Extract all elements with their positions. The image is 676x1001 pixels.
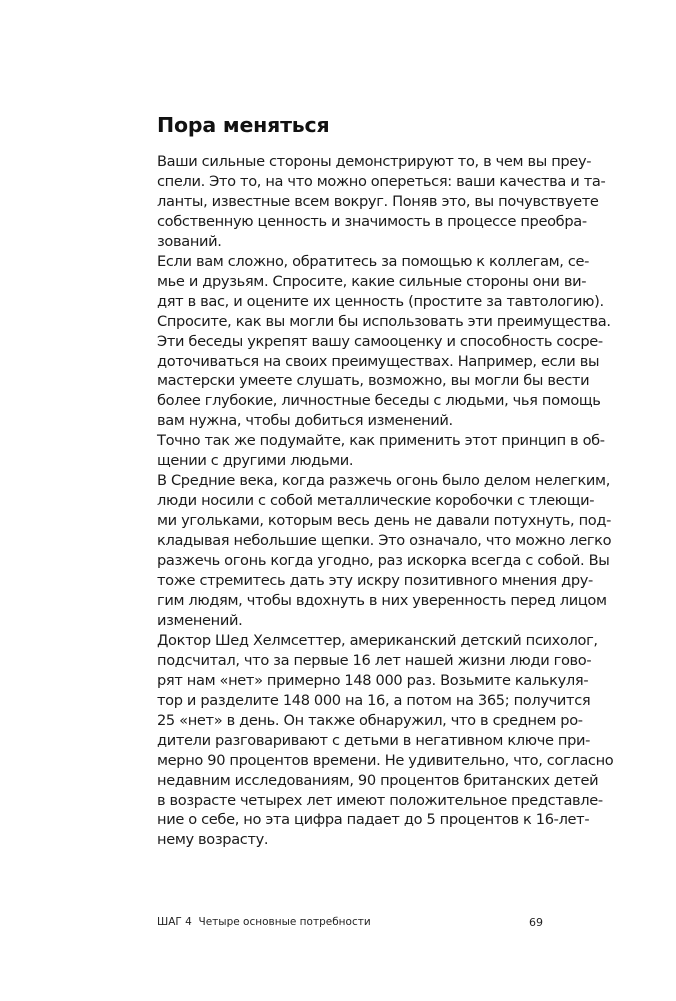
text-line: 25 «нет» в день. Он также обнаружил, что в среднем ро- — [157, 711, 583, 729]
text-line: гим людям, чтобы вдохнуть в них уверенность перед лицом — [157, 591, 607, 609]
text-line: недавним исследованиям, 90 процентов британских детей — [157, 771, 599, 789]
text-line: Эти беседы укрепят вашу самооценку и способность сосре- — [157, 332, 603, 350]
text-line: доточиваться на своих преимуществах. Например, если вы — [157, 352, 600, 370]
text-line: люди носили с собой металлические коробочки с тлеющи- — [157, 492, 595, 510]
text-line: кладывая небольшие щепки. Это означало, что можно легко — [157, 532, 612, 550]
text-line: В Средние века, когда разжечь огонь было делом нелегким, — [157, 472, 611, 490]
text-line: дят в вас, и оцените их ценность (простите за тавтологию). — [157, 292, 604, 310]
text-line: Ваши сильные стороны демонстрируют то, в чем вы преу- — [157, 153, 592, 170]
page-number: 69 — [529, 916, 543, 929]
text-line: рят нам «нет» примерно 148 000 раз. Возьмите калькуля- — [157, 671, 589, 689]
text-line: ланты, известные всем вокруг. Поняв это, вы почувствуете — [157, 192, 599, 210]
text-line: изменений. — [157, 611, 243, 629]
text-line: зований. — [157, 232, 222, 250]
text-line: щении с другими людьми. — [157, 452, 354, 470]
text-line: тоже стремитесь дать эту искру позитивного мнения дру- — [157, 572, 593, 590]
text-line: Если вам сложно, обратитесь за помощью к коллегам, се- — [157, 252, 590, 270]
text-line: Спросите, как вы могли бы использовать эти преимущества. — [157, 312, 611, 330]
section-heading: Пора меняться — [157, 113, 330, 137]
paragraph — [157, 471, 612, 631]
text-line: вам нужна, чтобы добиться изменений. — [157, 412, 453, 430]
text-line: мастерски умеете слушать, возможно, вы могли бы вести — [157, 372, 590, 390]
text-line: нему возрасту. — [157, 831, 269, 849]
text-line: Доктор Шед Хелмсеттер, американский детский психолог, — [157, 631, 598, 649]
text-line: спели. Это то, на что можно опереться: ваши качества и та- — [157, 172, 606, 190]
text-line: разжечь огонь когда угодно, раз искорка всегда с собой. Вы — [157, 552, 610, 570]
text-line: собственную ценность и значимость в процессе преобра- — [157, 212, 587, 230]
paragraph — [157, 631, 614, 850]
text-line: мерно 90 процентов времени. Не удивительно, что, согласно — [157, 751, 614, 769]
text-line: ние о себе, но эта цифра падает до 5 процентов к 16-лет- — [157, 811, 590, 829]
body-text — [157, 152, 614, 850]
paragraph — [157, 152, 606, 252]
text-line: в возрасте четырех лет имеют положительное представле- — [157, 791, 603, 809]
text-line: ми угольками, которым весь день не давали потухнуть, под- — [157, 512, 611, 530]
paragraph — [157, 431, 605, 471]
text-line: дители разговаривают с детьми в негативном ключе при- — [157, 731, 591, 749]
running-footer-chapter: ШАГ 4 Четыре основные потребности — [157, 916, 371, 928]
text-line: тор и разделите 148 000 на 16, а потом на 365; получится — [157, 691, 591, 709]
text-line: более глубокие, личностные беседы с людьми, чья помощь — [157, 392, 601, 410]
text-line: мье и друзьям. Спросите, какие сильные стороны они ви- — [157, 272, 587, 290]
text-line: Точно так же подумайте, как применить этот принцип в об- — [157, 432, 605, 450]
paragraph — [157, 252, 611, 432]
text-line: подсчитал, что за первые 16 лет нашей жизни люди гово- — [157, 651, 592, 669]
